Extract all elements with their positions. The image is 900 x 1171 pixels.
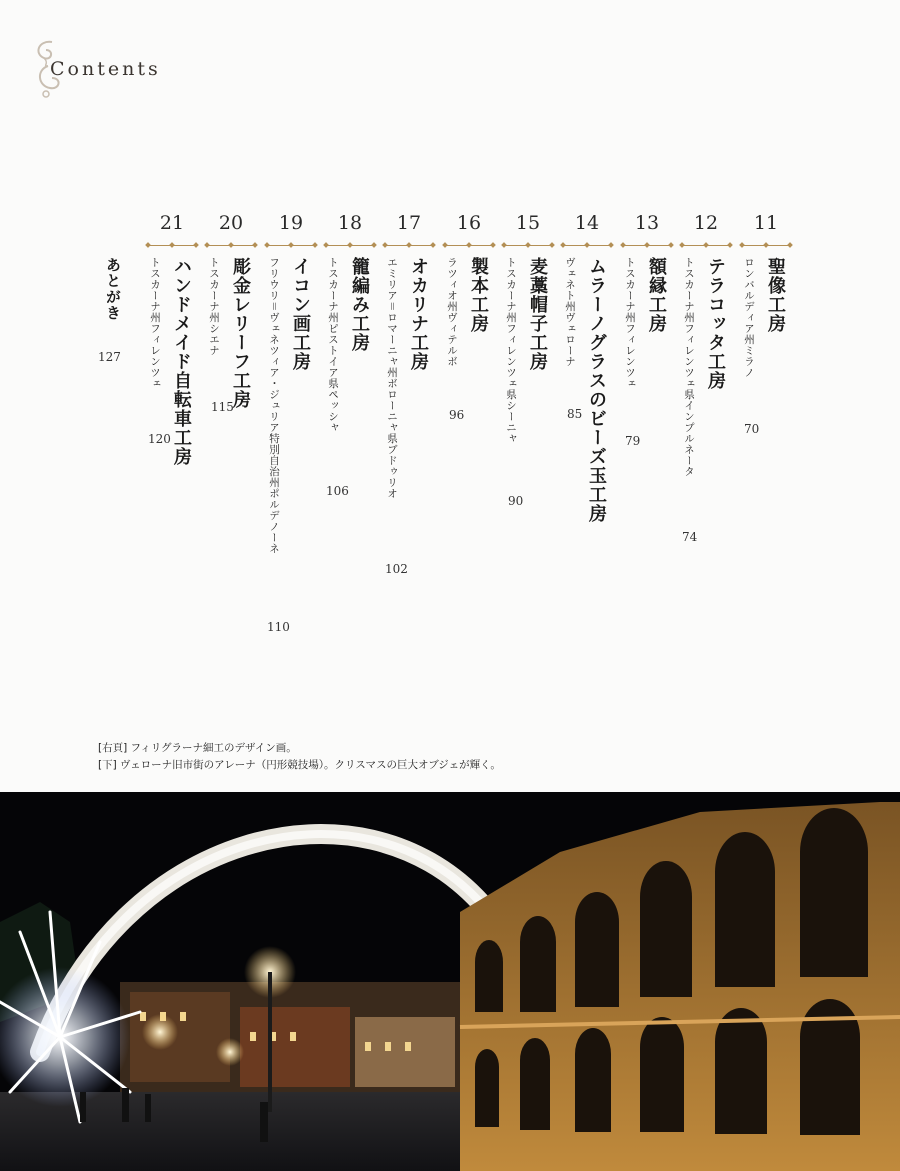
arena-night-illustration bbox=[0, 792, 900, 1171]
gold-rule-icon bbox=[267, 244, 315, 247]
chapter-number: 19 bbox=[278, 212, 304, 234]
gold-rule-icon bbox=[148, 244, 196, 247]
chapter-number: 12 bbox=[693, 212, 719, 234]
gold-rule-icon bbox=[445, 244, 493, 247]
page-number: 70 bbox=[744, 422, 760, 436]
chapter-location: トスカーナ州フィレンツェ bbox=[149, 257, 161, 389]
verona-arena-photo bbox=[0, 792, 900, 1171]
chapter-title: オカリナ工房 bbox=[408, 257, 429, 371]
toc-entry-13[interactable] bbox=[619, 212, 675, 692]
chapter-title: 麦藁帽子工房 bbox=[527, 257, 548, 371]
chapter-title: 彫金レリーフ工房 bbox=[230, 257, 251, 409]
chapter-number: 18 bbox=[337, 212, 363, 234]
page-number: 127 bbox=[98, 350, 121, 364]
toc-entry-17[interactable] bbox=[381, 212, 437, 692]
toc-entry-12[interactable] bbox=[678, 212, 734, 692]
afterword-title: あとがき bbox=[104, 257, 122, 321]
chapter-number: 13 bbox=[634, 212, 660, 234]
page-number: 85 bbox=[567, 407, 583, 421]
gold-rule-icon bbox=[682, 244, 730, 247]
gold-rule-icon bbox=[563, 244, 611, 247]
page-number: 102 bbox=[385, 562, 408, 576]
gold-rule-icon bbox=[326, 244, 374, 247]
chapter-title: ムラーノグラスのビーズ玉工房 bbox=[586, 257, 607, 523]
page-number: 106 bbox=[326, 484, 349, 498]
gold-rule-icon bbox=[385, 244, 433, 247]
photo-captions bbox=[98, 740, 501, 774]
toc-entry-16[interactable] bbox=[441, 212, 497, 692]
chapter-title: ハンドメイド自転車工房 bbox=[171, 257, 192, 466]
contents-header bbox=[30, 36, 230, 100]
chapter-title: 籠編み工房 bbox=[349, 257, 370, 352]
chapter-location: ラツィオ州ヴィテルボ bbox=[446, 257, 458, 367]
toc-entry-21[interactable] bbox=[144, 212, 200, 692]
chapter-location: トスカーナ州フィレンツェ bbox=[624, 257, 636, 389]
chapter-location: トスカーナ州フィレンツェ県シーニャ bbox=[505, 257, 517, 444]
toc-entry-afterword[interactable] bbox=[88, 212, 144, 692]
chapter-location: ロンバルディア州ミラノ bbox=[743, 257, 755, 378]
chapter-location: トスカーナ州シエナ bbox=[208, 257, 220, 356]
chapter-title: 額縁工房 bbox=[646, 257, 667, 333]
chapter-title: イコン画工房 bbox=[290, 257, 311, 371]
chapter-number: 20 bbox=[218, 212, 244, 234]
page-number: 96 bbox=[449, 408, 465, 422]
chapter-title: 製本工房 bbox=[468, 257, 489, 333]
chapter-title: 聖像工房 bbox=[765, 257, 786, 333]
page-number: 74 bbox=[682, 530, 698, 544]
toc-entry-15[interactable] bbox=[500, 212, 556, 692]
toc-entry-14[interactable] bbox=[559, 212, 615, 692]
gold-rule-icon bbox=[207, 244, 255, 247]
page-title: Contents bbox=[50, 58, 161, 80]
chapter-number: 14 bbox=[574, 212, 600, 234]
page-number: 120 bbox=[148, 432, 171, 446]
gold-rule-icon bbox=[504, 244, 552, 247]
chapter-number: 16 bbox=[456, 212, 482, 234]
gold-rule-icon bbox=[623, 244, 671, 247]
caption-below: [下] ヴェローナ旧市街のアレーナ（円形競技場）。クリスマスの巨大オブジェが輝く。 bbox=[98, 759, 501, 771]
page-number: 79 bbox=[625, 434, 641, 448]
table-of-contents bbox=[0, 212, 900, 712]
toc-entry-19[interactable] bbox=[263, 212, 319, 692]
chapter-number: 17 bbox=[396, 212, 422, 234]
toc-entry-18[interactable] bbox=[322, 212, 378, 692]
caption-right-page: [右頁] フィリグラーナ細工のデザイン画。 bbox=[98, 742, 297, 754]
toc-entry-20[interactable] bbox=[203, 212, 259, 692]
gold-rule-icon bbox=[742, 244, 790, 247]
chapter-number: 11 bbox=[753, 212, 779, 234]
toc-entry-11[interactable] bbox=[738, 212, 794, 692]
page-number: 90 bbox=[508, 494, 524, 508]
chapter-location: トスカーナ州ピストイア県ペッシャ bbox=[327, 257, 339, 433]
chapter-number: 15 bbox=[515, 212, 541, 234]
chapter-location: エミリア＝ロマーニャ州ボローニャ県ブドゥリオ bbox=[386, 257, 398, 499]
chapter-number: 21 bbox=[159, 212, 185, 234]
chapter-location: フリウリ＝ヴェネツィア・ジュリア特別自治州ポルデノーネ bbox=[268, 257, 280, 554]
chapter-title: テラコッタ工房 bbox=[705, 257, 726, 390]
page-number: 110 bbox=[267, 620, 290, 634]
chapter-location: トスカーナ州フィレンツェ県インプルネータ bbox=[683, 257, 695, 477]
chapter-location: ヴェネト州ヴェローナ bbox=[564, 257, 576, 367]
page-number: 115 bbox=[211, 400, 234, 414]
